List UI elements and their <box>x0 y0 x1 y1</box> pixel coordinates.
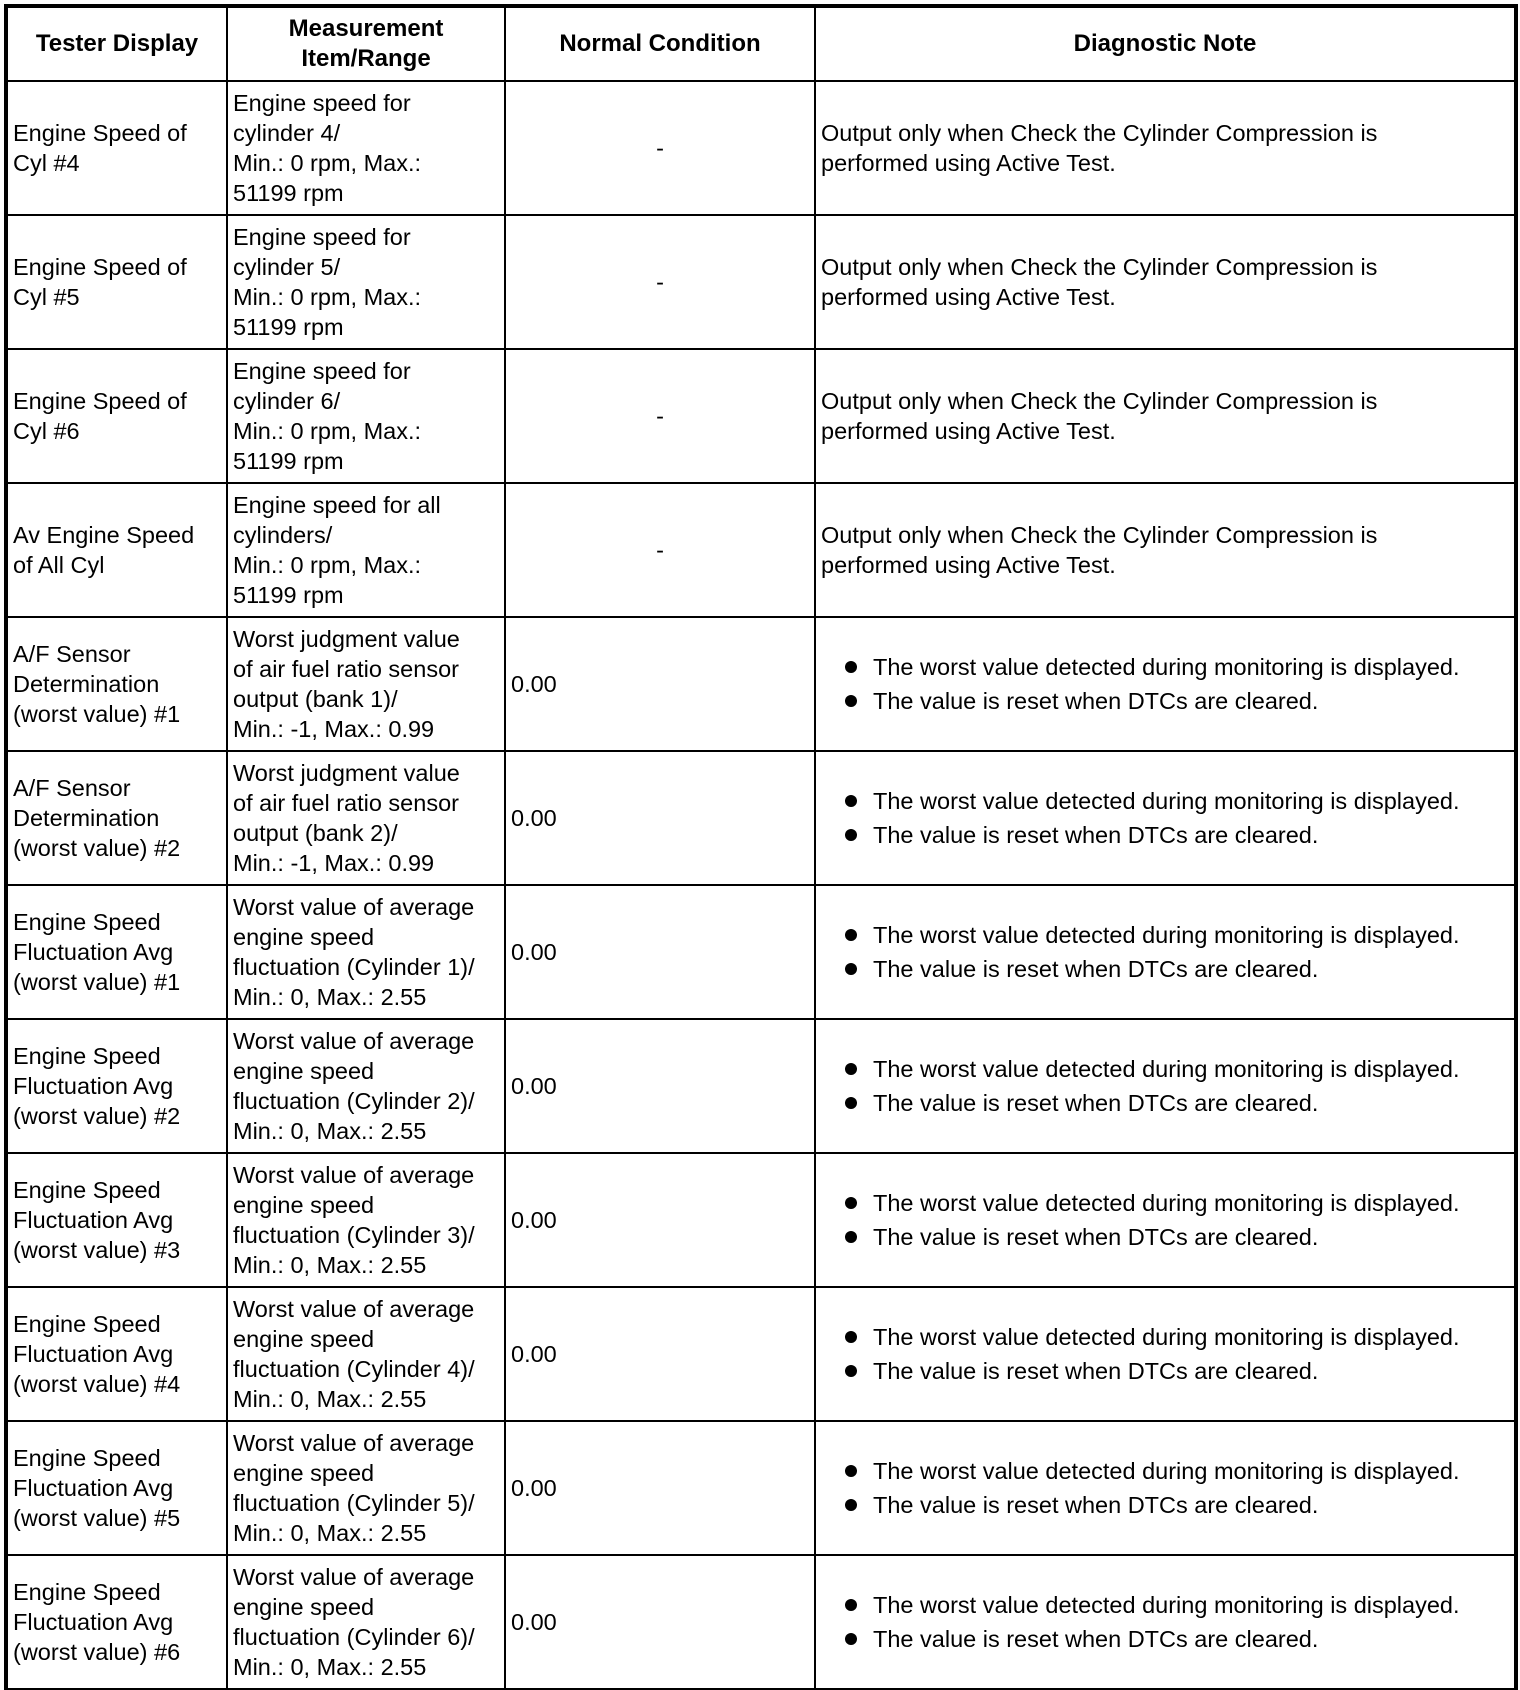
diagnostic-note-cell <box>815 1421 1515 1555</box>
note-bullet-text: The worst value detected during monitoring is displayed. <box>873 1458 1460 1484</box>
normal-condition-cell: 0.00 <box>505 1421 815 1555</box>
table-body <box>7 81 1515 1689</box>
normal-condition-cell: - <box>505 215 815 349</box>
table-row <box>7 483 1515 617</box>
normal-condition-cell: 0.00 <box>505 751 815 885</box>
note-bullet-list <box>821 1187 1509 1253</box>
normal-condition-cell: 0.00 <box>505 617 815 751</box>
measurement-item-cell: Worst value of average engine speed fluctuation (Cylinder 5)/ Min.: 0, Max.: 2.55 <box>227 1421 505 1555</box>
note-bullet-item <box>845 785 1509 817</box>
bullet-icon <box>845 1097 857 1109</box>
bullet-icon <box>845 1063 857 1075</box>
note-bullet-list <box>821 1053 1509 1119</box>
normal-condition-cell: 0.00 <box>505 1019 815 1153</box>
measurement-item-cell: Worst value of average engine speed fluctuation (Cylinder 2)/ Min.: 0, Max.: 2.55 <box>227 1019 505 1153</box>
note-bullet-item <box>845 1087 1509 1119</box>
bullet-icon <box>845 963 857 975</box>
normal-condition-cell: 0.00 <box>505 1287 815 1421</box>
bullet-icon <box>845 1365 857 1377</box>
tester-display-cell: Engine Speed Fluctuation Avg (worst value) #3 <box>7 1153 227 1287</box>
tester-display-cell: Engine Speed Fluctuation Avg (worst value) #5 <box>7 1421 227 1555</box>
tester-display-cell: Engine Speed of Cyl #6 <box>7 349 227 483</box>
note-bullet-item <box>845 1355 1509 1387</box>
note-bullet-list <box>821 651 1509 717</box>
diagnostic-note-cell <box>815 885 1515 1019</box>
note-bullet-item <box>845 1623 1509 1655</box>
bullet-icon <box>845 829 857 841</box>
header-normal-condition: Normal Condition <box>505 7 815 81</box>
note-bullet-item <box>845 953 1509 985</box>
note-bullet-item <box>845 685 1509 717</box>
normal-condition-cell: - <box>505 483 815 617</box>
note-bullet-item <box>845 1455 1509 1487</box>
note-bullet-item <box>845 1589 1509 1621</box>
data-list-sheet <box>6 6 1516 1690</box>
measurement-item-cell: Engine speed for all cylinders/ Min.: 0 rpm, Max.: 51199 rpm <box>227 483 505 617</box>
bullet-icon <box>845 795 857 807</box>
note-bullet-text: The worst value detected during monitoring is displayed. <box>873 654 1460 680</box>
table-row <box>7 751 1515 885</box>
diagnostic-note-cell <box>815 215 1515 349</box>
tester-display-cell: Engine Speed Fluctuation Avg (worst value) #4 <box>7 1287 227 1421</box>
note-bullet-text: The value is reset when DTCs are cleared. <box>873 688 1319 714</box>
diagnostic-note-cell <box>815 1153 1515 1287</box>
bullet-icon <box>845 1197 857 1209</box>
note-bullet-text: The worst value detected during monitoring is displayed. <box>873 922 1460 948</box>
tester-display-cell: A/F Sensor Determination (worst value) #1 <box>7 617 227 751</box>
table-row <box>7 1019 1515 1153</box>
diagnostic-note-cell <box>815 751 1515 885</box>
measurement-item-cell: Worst value of average engine speed fluctuation (Cylinder 4)/ Min.: 0, Max.: 2.55 <box>227 1287 505 1421</box>
note-bullet-list <box>821 919 1509 985</box>
note-bullet-item <box>845 1053 1509 1085</box>
measurement-item-cell: Engine speed for cylinder 5/ Min.: 0 rpm, Max.: 51199 rpm <box>227 215 505 349</box>
note-text: Output only when Check the Cylinder Compression is performed using Active Test. <box>821 388 1378 444</box>
tester-display-cell: Engine Speed of Cyl #5 <box>7 215 227 349</box>
normal-condition-cell: 0.00 <box>505 1555 815 1689</box>
note-bullet-item <box>845 919 1509 951</box>
tester-display-cell: Engine Speed Fluctuation Avg (worst value) #6 <box>7 1555 227 1689</box>
note-bullet-text: The worst value detected during monitoring is displayed. <box>873 1592 1460 1618</box>
note-bullet-text: The worst value detected during monitoring is displayed. <box>873 788 1460 814</box>
bullet-icon <box>845 929 857 941</box>
tester-display-cell: Engine Speed Fluctuation Avg (worst value) #1 <box>7 885 227 1019</box>
table-row <box>7 617 1515 751</box>
table-header-row <box>7 7 1515 81</box>
note-bullet-list <box>821 1589 1509 1655</box>
bullet-icon <box>845 695 857 707</box>
note-bullet-item <box>845 819 1509 851</box>
note-bullet-text: The value is reset when DTCs are cleared. <box>873 822 1319 848</box>
diagnostic-note-cell <box>815 617 1515 751</box>
note-bullet-item <box>845 1321 1509 1353</box>
note-text: Output only when Check the Cylinder Compression is performed using Active Test. <box>821 522 1378 578</box>
note-bullet-item <box>845 651 1509 683</box>
measurement-item-cell: Worst value of average engine speed fluctuation (Cylinder 3)/ Min.: 0, Max.: 2.55 <box>227 1153 505 1287</box>
note-bullet-text: The worst value detected during monitoring is displayed. <box>873 1056 1460 1082</box>
normal-condition-cell: 0.00 <box>505 885 815 1019</box>
note-bullet-text: The value is reset when DTCs are cleared. <box>873 1626 1319 1652</box>
header-tester-display: Tester Display <box>7 7 227 81</box>
measurement-item-cell: Worst value of average engine speed fluctuation (Cylinder 6)/ Min.: 0, Max.: 2.55 <box>227 1555 505 1689</box>
measurement-item-cell: Engine speed for cylinder 6/ Min.: 0 rpm, Max.: 51199 rpm <box>227 349 505 483</box>
table-row <box>7 349 1515 483</box>
diagnostic-note-cell <box>815 1287 1515 1421</box>
table-row <box>7 1153 1515 1287</box>
tester-display-cell: Av Engine Speed of All Cyl <box>7 483 227 617</box>
note-bullet-text: The worst value detected during monitoring is displayed. <box>873 1190 1460 1216</box>
diagnostic-note-cell <box>815 1555 1515 1689</box>
normal-condition-cell: - <box>505 349 815 483</box>
bullet-icon <box>845 1499 857 1511</box>
normal-condition-cell: - <box>505 81 815 215</box>
note-bullet-text: The value is reset when DTCs are cleared. <box>873 1358 1319 1384</box>
bullet-icon <box>845 1633 857 1645</box>
note-text: Output only when Check the Cylinder Compression is performed using Active Test. <box>821 120 1378 176</box>
note-bullet-list <box>821 1321 1509 1387</box>
note-bullet-item <box>845 1489 1509 1521</box>
header-measurement-item: Measurement Item/Range <box>227 7 505 81</box>
note-bullet-list <box>821 785 1509 851</box>
note-bullet-text: The value is reset when DTCs are cleared. <box>873 956 1319 982</box>
note-bullet-text: The value is reset when DTCs are cleared. <box>873 1090 1319 1116</box>
diagnostic-note-cell <box>815 483 1515 617</box>
note-bullet-text: The worst value detected during monitoring is displayed. <box>873 1324 1460 1350</box>
header-diagnostic-note: Diagnostic Note <box>815 7 1515 81</box>
measurement-item-cell: Worst judgment value of air fuel ratio sensor output (bank 1)/ Min.: -1, Max.: 0.99 <box>227 617 505 751</box>
bullet-icon <box>845 661 857 673</box>
note-text: Output only when Check the Cylinder Compression is performed using Active Test. <box>821 254 1378 310</box>
note-bullet-list <box>821 1455 1509 1521</box>
diagnostic-note-cell <box>815 81 1515 215</box>
bullet-icon <box>845 1231 857 1243</box>
note-bullet-item <box>845 1221 1509 1253</box>
table-row <box>7 1287 1515 1421</box>
note-bullet-item <box>845 1187 1509 1219</box>
bullet-icon <box>845 1331 857 1343</box>
table-row <box>7 885 1515 1019</box>
table-row <box>7 1421 1515 1555</box>
table-row <box>7 1555 1515 1689</box>
tester-display-cell: Engine Speed Fluctuation Avg (worst value) #2 <box>7 1019 227 1153</box>
bullet-icon <box>845 1599 857 1611</box>
table-row <box>7 215 1515 349</box>
diagnostic-note-cell <box>815 1019 1515 1153</box>
bullet-icon <box>845 1465 857 1477</box>
measurement-item-cell: Worst value of average engine speed fluctuation (Cylinder 1)/ Min.: 0, Max.: 2.55 <box>227 885 505 1019</box>
table-row <box>7 81 1515 215</box>
measurement-item-cell: Engine speed for cylinder 4/ Min.: 0 rpm, Max.: 51199 rpm <box>227 81 505 215</box>
note-bullet-text: The value is reset when DTCs are cleared. <box>873 1224 1319 1250</box>
measurement-item-cell: Worst judgment value of air fuel ratio sensor output (bank 2)/ Min.: -1, Max.: 0.99 <box>227 751 505 885</box>
diagnostic-note-cell <box>815 349 1515 483</box>
normal-condition-cell: 0.00 <box>505 1153 815 1287</box>
tester-display-cell: A/F Sensor Determination (worst value) #2 <box>7 751 227 885</box>
data-list-table <box>6 6 1516 1690</box>
note-bullet-text: The value is reset when DTCs are cleared. <box>873 1492 1319 1518</box>
tester-display-cell: Engine Speed of Cyl #4 <box>7 81 227 215</box>
